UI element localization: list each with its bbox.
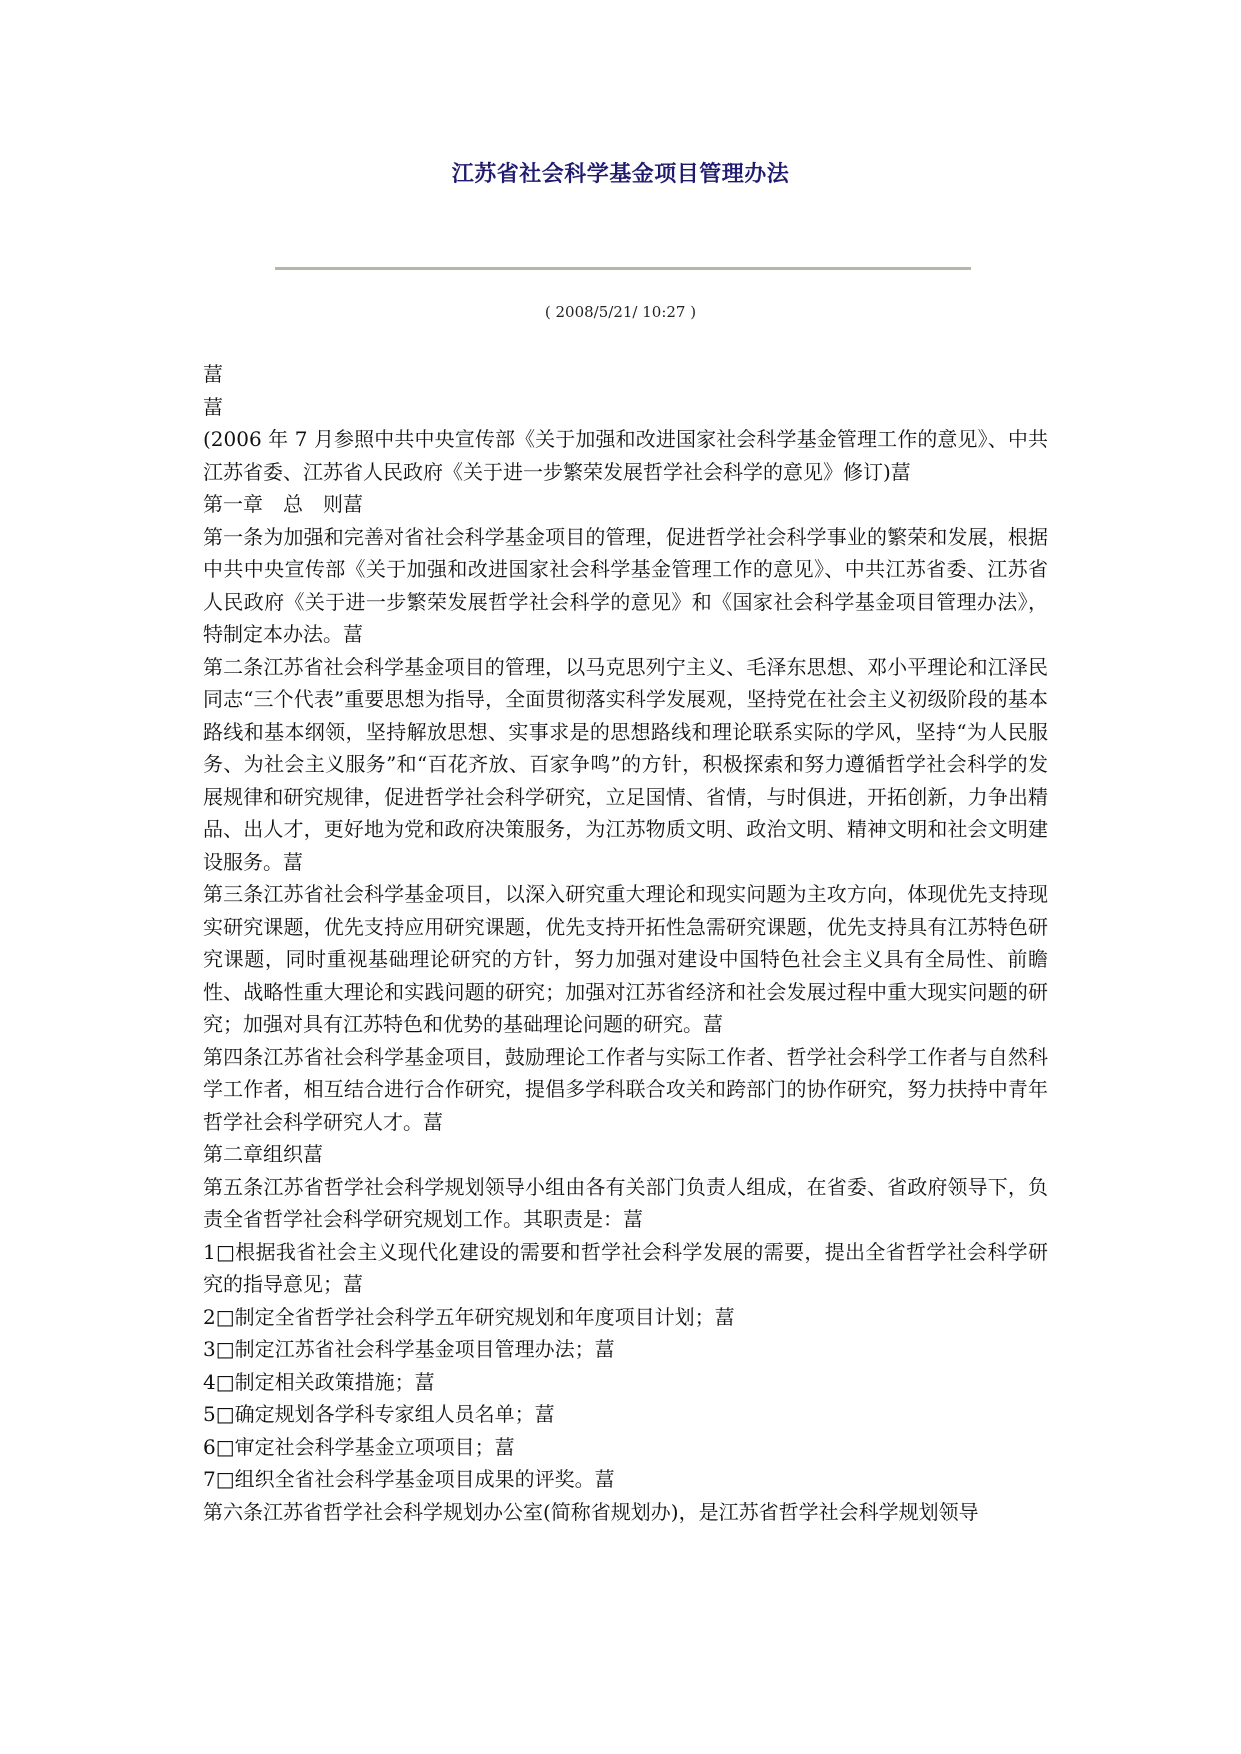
article: 第六条江苏省哲学社会科学规划办公室(简称省规划办)，是江苏省哲学社会科学规划领导 (203, 1499, 979, 1524)
list-item: 1□根据我省社会主义现代化建设的需要和哲学社会科学发展的需要，提出全省哲学社会科学研究的指导意见；葍 (203, 1239, 1048, 1296)
revision-note: (2006 年 7 月参照中共中央宣传部《关于加强和改进国家社会科学基金管理工作的意见》、中共江苏省委、江苏省人民政府《关于进一步繁荣发展哲学社会科学的意见》修订)葍 (203, 427, 1048, 484)
chapter-heading: 第二章组织葍 (203, 1142, 323, 1166)
list-item: 3□制定江苏省社会科学基金项目管理办法；葍 (203, 1337, 615, 1361)
article: 第三条江苏省社会科学基金项目，以深入研究重大理论和现实问题为主攻方向，体现优先支持现实研究课题，优先支持应用研究课题，优先支持开拓性急需研究课题，优先支持具有江苏特色研究课题，同时重视基础理论研究的方针，努力加强对建设中国特色社会主义具有全局性、前瞻性、战略性重大理论和实践问题的研究；加强对江苏省经济和社会发展过程中重大现实问题的研究；加强对具有江苏特色和优势的基础理论问题的研究。葍 (203, 882, 1048, 1036)
publish-date: ( 2008/5/21/ 10:27 ) (544, 303, 697, 321)
title-divider (275, 267, 971, 270)
chapter-heading: 第一章 总 则葍 (203, 492, 363, 516)
list-item: 6□审定社会科学基金立项项目；葍 (203, 1434, 515, 1459)
document-title: 江苏省社会科学基金项目管理办法 (451, 161, 790, 187)
paragraph: 葍 (203, 362, 223, 386)
list-item: 5□确定规划各学科专家组人员名单；葍 (203, 1402, 555, 1426)
article: 第四条江苏省社会科学基金项目，鼓励理论工作者与实际工作者、哲学社会科学工作者与自然科学工作者，相互结合进行合作研究，提倡多学科联合攻关和跨部门的协作研究，努力扶持中青年哲学社会科学研究人才。葍 (203, 1044, 1048, 1134)
list-item: 4□制定相关政策措施；葍 (203, 1369, 435, 1394)
list-item: 2□制定全省哲学社会科学五年研究规划和年度项目计划；葍 (203, 1304, 735, 1329)
list-item: 7□组织全省社会科学基金项目成果的评奖。葍 (203, 1467, 615, 1491)
paragraph: 葍 (203, 394, 223, 419)
article: 第二条江苏省社会科学基金项目的管理，以马克思列宁主义、毛泽东思想、邓小平理论和江泽民同志“三个代表”重要思想为指导，全面贯彻落实科学发展观，坚持党在社会主义初级阶段的基本路线和基本纲领，坚持解放思想、实事求是的思想路线和理论联系实际的学风，坚持“为人民服务、为社会主义服务”和“百花齐放、百家争鸣”的方针，积极探索和努力遵循哲学社会科学的发展规律和研究规律，促进哲学社会科学研究，立足国情、省情，与时俱进，开拓创新，力争出精品、出人才，更好地为党和政府决策服务，为江苏物质文明、政治文明、精神文明和社会文明建设服务。葍 (203, 654, 1048, 874)
article: 第五条江苏省哲学社会科学规划领导小组由各有关部门负责人组成，在省委、省政府领导下，负责全省哲学社会科学研究规划工作。其职责是：葍 (203, 1174, 1048, 1231)
article: 第一条为加强和完善对省社会科学基金项目的管理，促进哲学社会科学事业的繁荣和发展，根据中共中央宣传部《关于加强和改进国家社会科学基金管理工作的意见》、中共江苏省委、江苏省人民政府《关于进一步繁荣发展哲学社会科学的意见》和《国家社会科学基金项目管理办法》，特制定本办法。葍 (203, 524, 1048, 646)
document-body (203, 358, 1048, 1528)
